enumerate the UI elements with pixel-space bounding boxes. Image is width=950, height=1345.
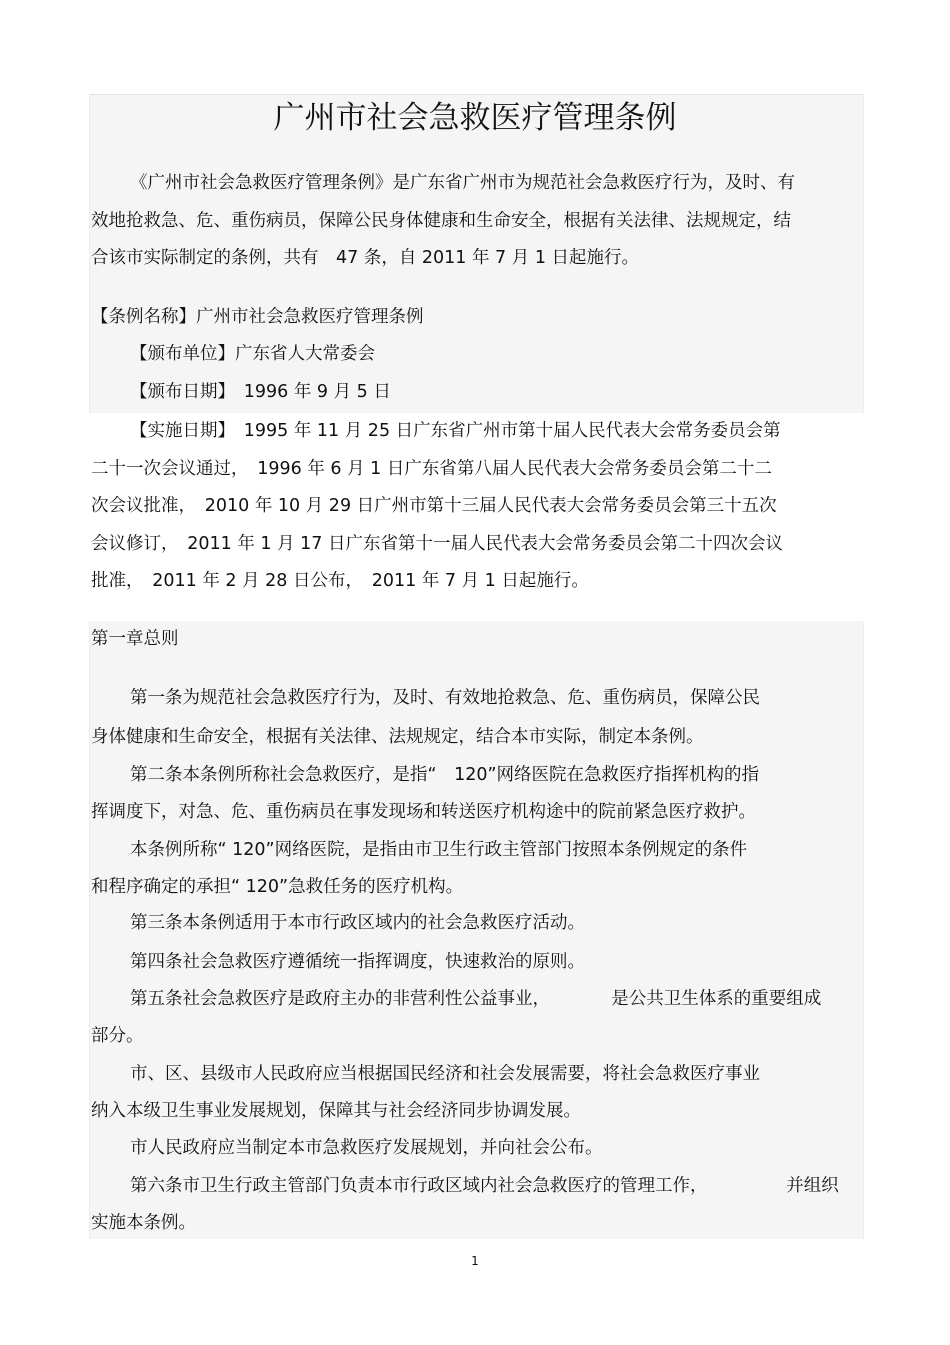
intro-line-3: 合该市实际制定的条例，共有 47 条，自 2011 年 7 月 1 日起施行。 [91,248,640,268]
meta-effective-line-5: 批准， 2011 年 2 月 28 日公布， 2011 年 7 月 1 日起施行。 [91,571,589,591]
intro-line-2: 效地抢救急、危、重伤病员，保障公民身体健康和生命安全，根据有关法律、法规规定，结 [91,211,791,231]
article-line: 本条例所称“ 120”网络医院，是指由市卫生行政主管部门按照本条例规定的条件 [130,840,748,860]
article-line: 第四条社会急救医疗遵循统一指挥调度，快速救治的原则。 [130,952,585,972]
article-line: 第六条市卫生行政主管部门负责本市行政区域内社会急救医疗的管理工作， 并组织 [130,1176,839,1196]
article-line: 纳入本级卫生事业发展规划，保障其与社会经济同步协调发展。 [91,1101,581,1121]
meta-effective-line-3: 次会议批准， 2010 年 10 月 29 日广州市第十三届人民代表大会常务委员会第三十五次 [91,496,777,516]
page-number: 1 [471,1254,479,1268]
article-line: 身体健康和生命安全，根据有关法律、法规规定，结合本市实际，制定本条例。 [91,727,704,747]
article-line: 和程序确定的承担“ 120”急救任务的医疗机构。 [91,877,464,897]
article-line: 市人民政府应当制定本市急救医疗发展规划，并向社会公布。 [130,1138,603,1158]
article-line: 第五条社会急救医疗是政府主办的非营利性公益事业， 是公共卫生体系的重要组成 [130,989,822,1009]
chapter-heading: 第一章总则 [91,629,179,649]
meta-issuer: 【颁布单位】广东省人大常委会 [130,344,375,364]
article-line: 市、区、县级市人民政府应当根据国民经济和社会发展需要，将社会急救医疗事业 [130,1064,760,1084]
article-line: 挥调度下，对急、危、重伤病员在事发现场和转送医疗机构途中的院前紧急医疗救护。 [91,802,756,822]
meta-name: 【条例名称】广州市社会急救医疗管理条例 [91,307,424,327]
meta-effective-line-1: 【实施日期】 1995 年 11 月 25 日广东省广州市第十届人民代表大会常务委员会第 [130,421,781,441]
article-line: 第二条本条例所称社会急救医疗，是指“ 120”网络医院在急救医疗指挥机构的指 [130,765,760,785]
article-line: 部分。 [91,1026,144,1046]
article-line: 第三条本条例适用于本市行政区域内的社会急救医疗活动。 [130,913,585,933]
meta-issue-date: 【颁布日期】 1996 年 9 月 5 日 [130,382,391,402]
article-line: 第一条为规范社会急救医疗行为，及时、有效地抢救急、危、重伤病员，保障公民 [130,688,760,708]
meta-effective-line-4: 会议修订， 2011 年 1 月 17 日广东省第十一届人民代表大会常务委员会第二十四次会议 [91,534,783,554]
article-line: 实施本条例。 [91,1213,196,1233]
meta-effective-line-2: 二十一次会议通过， 1996 年 6 月 1 日广东省第八届人民代表大会常务委员会第二十二 [91,459,772,479]
document-title: 广州市社会急救医疗管理条例 [273,100,677,136]
intro-line-1: 《广州市社会急救医疗管理条例》是广东省广州市为规范社会急救医疗行为，及时、有 [130,173,795,193]
